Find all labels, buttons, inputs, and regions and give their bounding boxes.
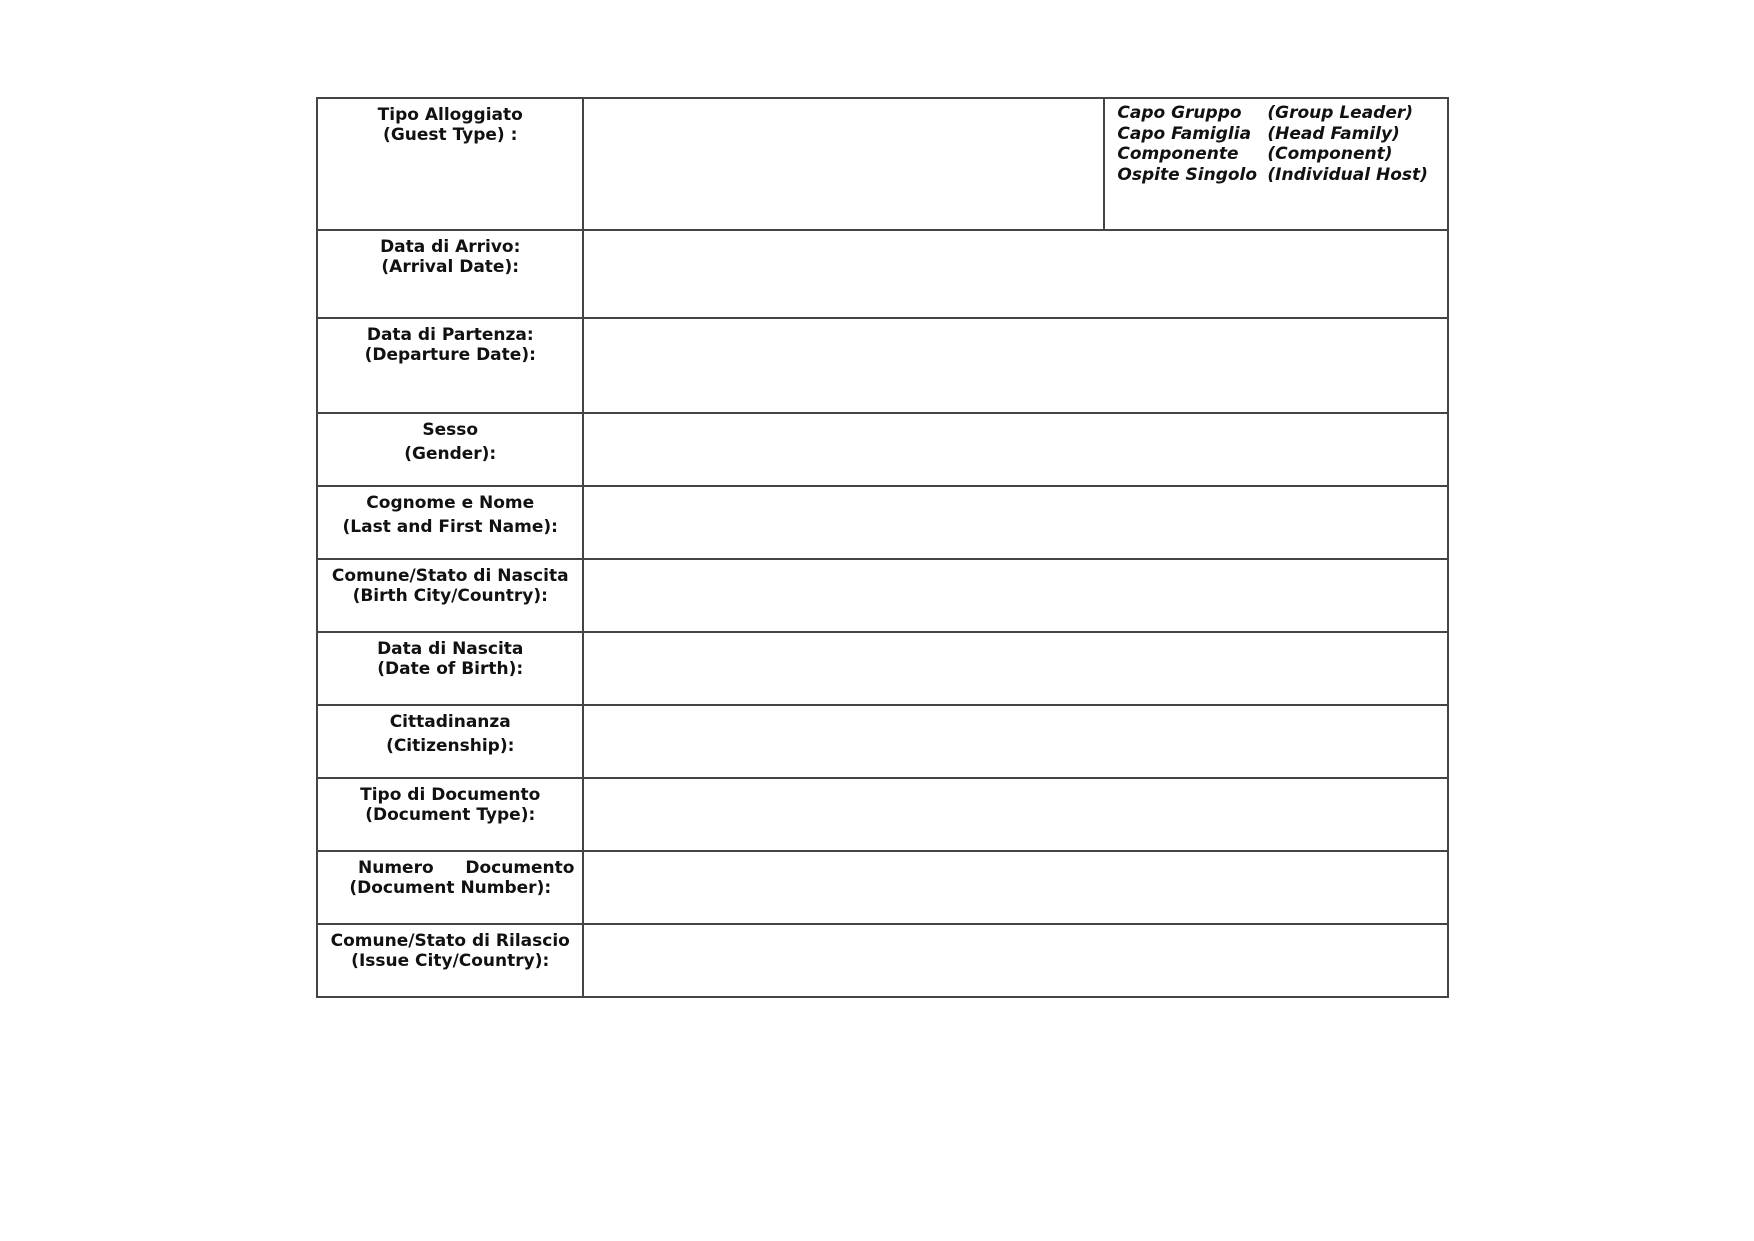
- label-english: (Gender):: [404, 444, 497, 464]
- name-label: [317, 486, 583, 559]
- form-row-document-type: [317, 778, 1448, 851]
- option-label-italian: Componente: [1117, 144, 1239, 164]
- birth-place-label: [317, 559, 583, 632]
- departure-date-label: [317, 318, 583, 413]
- label-english: (Date of Birth):: [377, 659, 524, 679]
- document-number-field[interactable]: [583, 851, 1448, 924]
- departure-date-field[interactable]: [583, 318, 1448, 413]
- guest-registration-form: [316, 97, 1449, 998]
- guest-type-label: [317, 98, 583, 230]
- option-label-english: (Individual Host): [1267, 164, 1428, 185]
- option-label-english: (Head Family): [1267, 123, 1400, 144]
- document-number-label: [317, 851, 583, 924]
- label-italian: Data di Arrivo:: [380, 237, 521, 257]
- label-english: (Guest Type) :: [383, 125, 518, 145]
- label-italian: Cittadinanza: [389, 712, 511, 732]
- birth-date-field[interactable]: [583, 632, 1448, 705]
- form-row-citizenship: [317, 705, 1448, 778]
- label-english: (Document Number):: [349, 878, 552, 898]
- label-italian: Sesso: [422, 420, 479, 440]
- document-type-label: [317, 778, 583, 851]
- label-english: (Document Type):: [365, 805, 536, 825]
- option-label-english: (Component): [1267, 144, 1393, 164]
- guest-type-field[interactable]: [583, 98, 1104, 230]
- label-english: (Issue City/Country):: [351, 951, 550, 971]
- option-head-family[interactable]: [1117, 124, 1447, 145]
- label-italian: Tipo di Documento: [360, 785, 541, 805]
- form-row-departure-date: [317, 318, 1448, 413]
- label-italian: Data di Nascita: [377, 639, 524, 659]
- label-italian: Data di Partenza:: [366, 325, 534, 345]
- gender-label: [317, 413, 583, 486]
- form-row-gender: [317, 413, 1448, 486]
- form-row-name: [317, 486, 1448, 559]
- label-english: (Birth City/Country):: [352, 586, 548, 606]
- birth-place-field[interactable]: [583, 559, 1448, 632]
- guest-type-options: [1104, 98, 1448, 230]
- issue-place-field[interactable]: [583, 924, 1448, 997]
- arrival-date-label: [317, 230, 583, 318]
- citizenship-label: [317, 705, 583, 778]
- document-type-field[interactable]: [583, 778, 1448, 851]
- gender-field[interactable]: [583, 413, 1448, 486]
- option-component[interactable]: [1117, 144, 1447, 165]
- arrival-date-field[interactable]: [583, 230, 1448, 318]
- option-label-italian: Capo Famiglia: [1117, 123, 1252, 144]
- form-row-document-number: [317, 851, 1448, 924]
- option-label-italian: Capo Gruppo: [1117, 103, 1242, 123]
- option-label-italian: Ospite Singolo: [1117, 164, 1258, 185]
- option-individual-host[interactable]: [1117, 165, 1447, 186]
- label-italian-part: Documento: [465, 858, 575, 878]
- form-row-arrival-date: [317, 230, 1448, 318]
- form-row-birth-date: [317, 632, 1448, 705]
- label-italian: [318, 858, 582, 878]
- option-group-leader[interactable]: [1117, 103, 1447, 124]
- label-italian: Comune/Stato di Nascita: [331, 566, 569, 586]
- label-italian-part: Numero: [358, 858, 434, 878]
- label-english: (Departure Date):: [364, 345, 536, 365]
- label-italian: Tipo Alloggiato: [377, 105, 523, 125]
- form-row-guest-type: [317, 98, 1448, 230]
- form-row-birth-place: [317, 559, 1448, 632]
- label-italian: Comune/Stato di Rilascio: [330, 931, 570, 951]
- form-row-issue-place: [317, 924, 1448, 997]
- label-italian: Cognome e Nome: [366, 493, 535, 513]
- citizenship-field[interactable]: [583, 705, 1448, 778]
- birth-date-label: [317, 632, 583, 705]
- label-english: (Arrival Date):: [381, 257, 520, 277]
- issue-place-label: [317, 924, 583, 997]
- label-english: (Citizenship):: [386, 736, 515, 756]
- option-label-english: (Group Leader): [1267, 103, 1414, 123]
- name-field[interactable]: [583, 486, 1448, 559]
- label-english: (Last and First Name):: [342, 517, 558, 537]
